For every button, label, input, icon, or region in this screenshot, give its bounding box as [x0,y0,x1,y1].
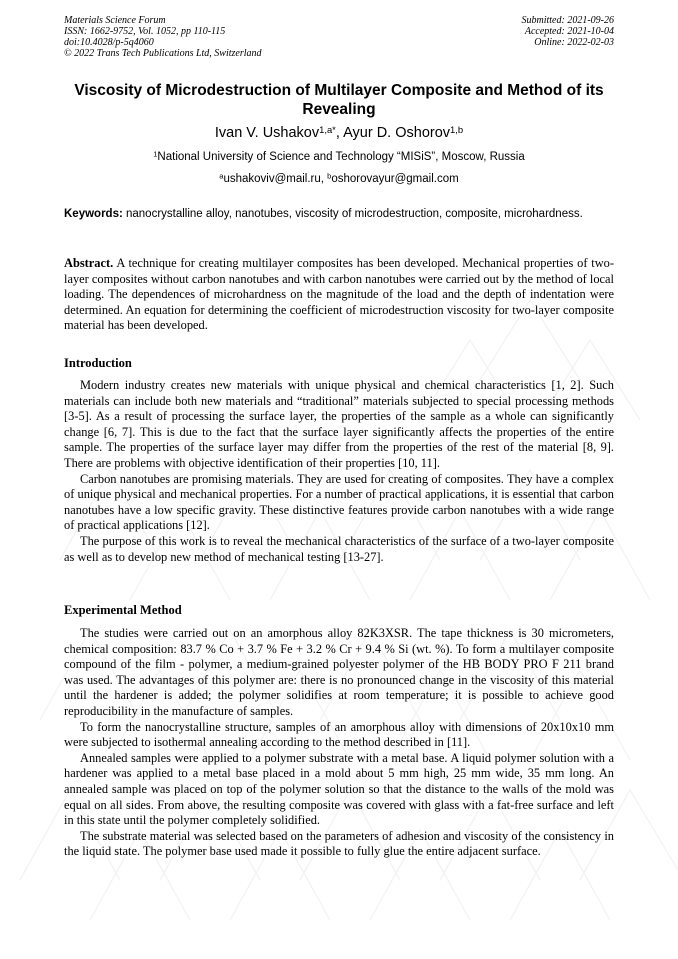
email-sup: a [219,171,224,181]
journal-issn: ISSN: 1662-9752, Vol. 1052, pp 110-115 [64,26,226,37]
paragraph: Carbon nanotubes are promising materials. They are used for creating of composites. They have a complex of unique physical and mechanical properties. For a number of practical applications, it is essential that carbon nanotubes have a low specific gravity. These distinctive features provide carbon nanotubes with a wide range of practical applications [12]. [64,471,614,533]
email-link[interactable]: ushakoviv@mail.ru, [223,173,328,185]
author-affil-sup: 1,b [450,123,464,135]
journal-header-left [64,15,262,59]
abstract-label: Abstract. [64,256,114,270]
author-separator: , [335,125,344,141]
journal-header-right [522,15,615,48]
keywords [64,207,614,222]
introduction-body [64,378,614,565]
affiliation-text: National University of Science and Technology “MISiS”, Moscow, Russia [157,151,525,163]
paragraph: Modern industry creates new materials with unique physical and chemical characteristics [1, 2]. Such materials can include both new materials and “traditional” materials subjected to special processing methods [3-5]. As a result of processing the surface layer, the properties of the sample as a whole can significantly change [6, 7]. This is due to the fact that the surface layer significantly affects the properties of the entire sample. The properties of the surface layer may differ from the properties of the rest of the material [8, 9]. There are problems with objective identification of their properties [10, 11]. [64,378,614,470]
author-name: Ayur D. Oshorov [343,125,451,141]
accepted-date: Accepted: 2021-10-04 [524,26,614,37]
section-heading: Introduction [64,356,132,370]
journal-name: Materials Science Forum [64,15,166,26]
abstract-text: A technique for creating multilayer composites has been developed. Mechanical properties of two-layer composites without carbon nanotubes and with carbon nanotubes were carried out by the method of local loading. The dependences of microhardness on the magnitude of the load and the depth of indentation were determined. An equation for determining the coefficient of microdestruction viscosity for two-layer composite material has been developed. [64,256,614,333]
keywords-label: Keywords: [64,208,123,220]
abstract [64,256,614,334]
email-sup: b [327,171,332,181]
email-link[interactable]: oshorovayur@gmail.com [331,173,459,185]
paragraph: To form the nanocrystalline structure, samples of an amorphous alloy with dimensions of 20x10x10 mm were subjected to isothermal annealing according to the method described in [11]. [64,719,614,750]
paragraph: Annealed samples were applied to a polymer substrate with a metal base. A liquid polymer solution with a hardener was applied to a metal base placed in a mold about 5 mm high, 25 mm wide, 35 mm long. An annealed sample was placed on top of the polymer solution so that the distance to the walls of the mold was equal on all sides. From above, the resulting composite was covered with glass with a fat-free surface and left in this state until the polymer completely solidified. [64,750,614,828]
keywords-text: nanocrystalline alloy, nanotubes, viscosity of microdestruction, composite, microhardness. [122,208,583,220]
online-date: Online: 2022-02-03 [534,37,614,48]
paragraph: The substrate material was selected based on the parameters of adhesion and viscosity of the consistency in the liquid state. The polymer base used made it possible to fully glue the entire adjacent surface. [64,828,614,859]
author-list [0,124,678,142]
journal-doi: doi:10.4028/p-5q4060 [64,37,154,48]
paper-title: Viscosity of Microdestruction of Multilayer Composite and Method of its Revealing [74,82,604,118]
paragraph: The studies were carried out on an amorphous alloy 82K3XSR. The tape thickness is 30 micrometers, chemical composition: 83.7 % Co + 3.7 % Fe + 3.2 % Cr + 9.4 % Si (wt. %). To form a multilayer composite compound of the film - polymer, a medium-grained polyester polymer of the HB BODY PRO F 211 brand was used. The advantages of this polymer are: there is no pronounced change in the viscosity of this material until the hardener is added; the polymer solidifies at room temperature; it is possible to achieve good reproducibility in the manufacture of samples. [64,626,614,718]
author-name: Ivan V. Ushakov [214,125,320,141]
affiliation-sup: 1 [153,149,158,159]
submitted-date: Submitted: 2021-09-26 [521,15,614,26]
affiliation [0,150,678,164]
paragraph: The purpose of this work is to reveal the mechanical characteristics of the surface of a two-layer composite as well as to develop new method of mechanical testing [13-27]. [64,533,614,564]
author-affil-sup: 1,a* [319,123,336,135]
section-heading: Experimental Method [64,603,182,617]
experimental-body [64,626,614,860]
author-emails [0,172,678,186]
journal-copyright: © 2022 Trans Tech Publications Ltd, Switzerland [64,48,262,59]
